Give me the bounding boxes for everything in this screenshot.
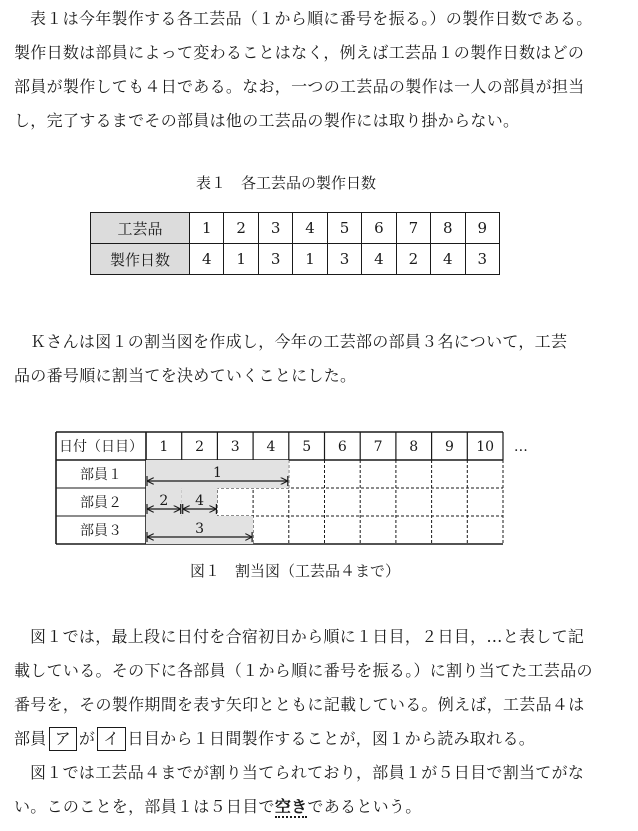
para3-last-line (14, 722, 626, 756)
table1-row-label: 工芸品 (91, 213, 190, 244)
blank-box-i: イ (97, 727, 125, 751)
member-label: 部員３ (80, 523, 122, 539)
assignment-item-label: 1 (212, 465, 222, 481)
table1-cell: 3 (465, 244, 500, 275)
para4-text: であるという。 (307, 797, 422, 816)
table1-cell: 2 (396, 244, 430, 275)
blank-box-a: ア (49, 727, 77, 751)
day-label: 3 (230, 439, 240, 455)
member-label: 部員１ (80, 467, 122, 483)
diagram-header-label: 日付（日目） (59, 439, 143, 455)
intro-line: 表１は今年製作する各工芸品（１から順に番号を振る。）の製作日数である。 (30, 9, 593, 28)
intro-line: し，完了するまでその部員は他の工芸品の製作には取り掛からない。 (14, 111, 520, 130)
day-label: 1 (159, 439, 169, 455)
figure1-caption: 図１ 割当図（工芸品４まで） (190, 562, 401, 580)
para4-line2 (14, 790, 626, 824)
table1-caption: 表１ 各工芸品の製作日数 (196, 174, 377, 192)
assignment-item-label: 2 (159, 493, 169, 509)
day-label: 8 (409, 439, 419, 455)
table1-cell: 1 (190, 213, 224, 244)
para3-text: 部員 (14, 729, 47, 748)
para4 (14, 756, 626, 824)
table1-cell: 4 (362, 244, 396, 275)
para2-line: Ｋさんは図１の割当図を作成し，今年の工芸部の部員３名について，工芸 (30, 332, 568, 351)
assignment-item-label: 4 (195, 493, 205, 509)
table1-cell: 7 (396, 213, 430, 244)
day-label: … (513, 439, 528, 455)
para3-line: 図１では，最上段に日付を合宿初日から順に１日目，２日目，…と表して記 (30, 627, 585, 646)
table1 (90, 212, 500, 275)
day-label: 10 (476, 439, 495, 455)
intro-paragraph (14, 2, 626, 138)
table1-row-days (91, 244, 500, 275)
table1-row-label: 製作日数 (91, 244, 190, 275)
table1-cell: 3 (258, 213, 292, 244)
emphasis-term: 空き (274, 797, 308, 816)
para4-text: い。このことを，部員１は５日目で (14, 797, 275, 816)
member-label: 部員２ (80, 495, 122, 511)
table1-cell: 2 (224, 213, 258, 244)
intro-line: 製作日数は部員によって変わることはなく，例えば工芸品１の製作日数はどの (14, 43, 585, 62)
table1-cell: 4 (431, 244, 465, 275)
para3 (14, 620, 626, 756)
table1-row-items (91, 213, 500, 244)
table1-cell: 1 (224, 244, 258, 275)
day-label: 5 (302, 439, 312, 455)
table1-cell: 3 (327, 244, 361, 275)
day-label: 9 (444, 439, 454, 455)
allocation-diagram (55, 430, 555, 545)
day-label: 7 (373, 439, 383, 455)
day-label: 2 (195, 439, 205, 455)
para3-line: 番号を，その製作期間を表す矢印とともに記載している。例えば，工芸品４は (14, 695, 585, 714)
para3-text: 日目から１日間製作することが，図１から読み取れる。 (127, 729, 536, 748)
diagram-labels (59, 439, 528, 539)
table1-cell: 6 (362, 213, 396, 244)
para2-line: 品の番号順に割当てを決めていくことにした。 (14, 366, 357, 385)
table1-cell: 4 (190, 244, 224, 275)
day-label: 6 (337, 439, 347, 455)
table1-cell: 9 (465, 213, 500, 244)
table1-cell: 8 (431, 213, 465, 244)
table1-cell: 1 (293, 244, 327, 275)
para4-line: 図１では工芸品４までが割り当てられており，部員１が５日目で割当てがな (30, 763, 585, 782)
day-label: 4 (266, 439, 276, 455)
table1-cell: 3 (258, 244, 292, 275)
table1-cell: 4 (293, 213, 327, 244)
table1-cell: 5 (327, 213, 361, 244)
para3-text: が (78, 729, 96, 748)
para3-line: 載している。その下に各部員（１から順に番号を振る。）に割り当てた工芸品の (14, 661, 593, 680)
assignment-item-label: 3 (195, 521, 205, 537)
para2 (14, 325, 626, 393)
intro-line: 部員が製作しても４日である。なお，一つの工芸品の製作は一人の部員が担当 (14, 77, 585, 96)
